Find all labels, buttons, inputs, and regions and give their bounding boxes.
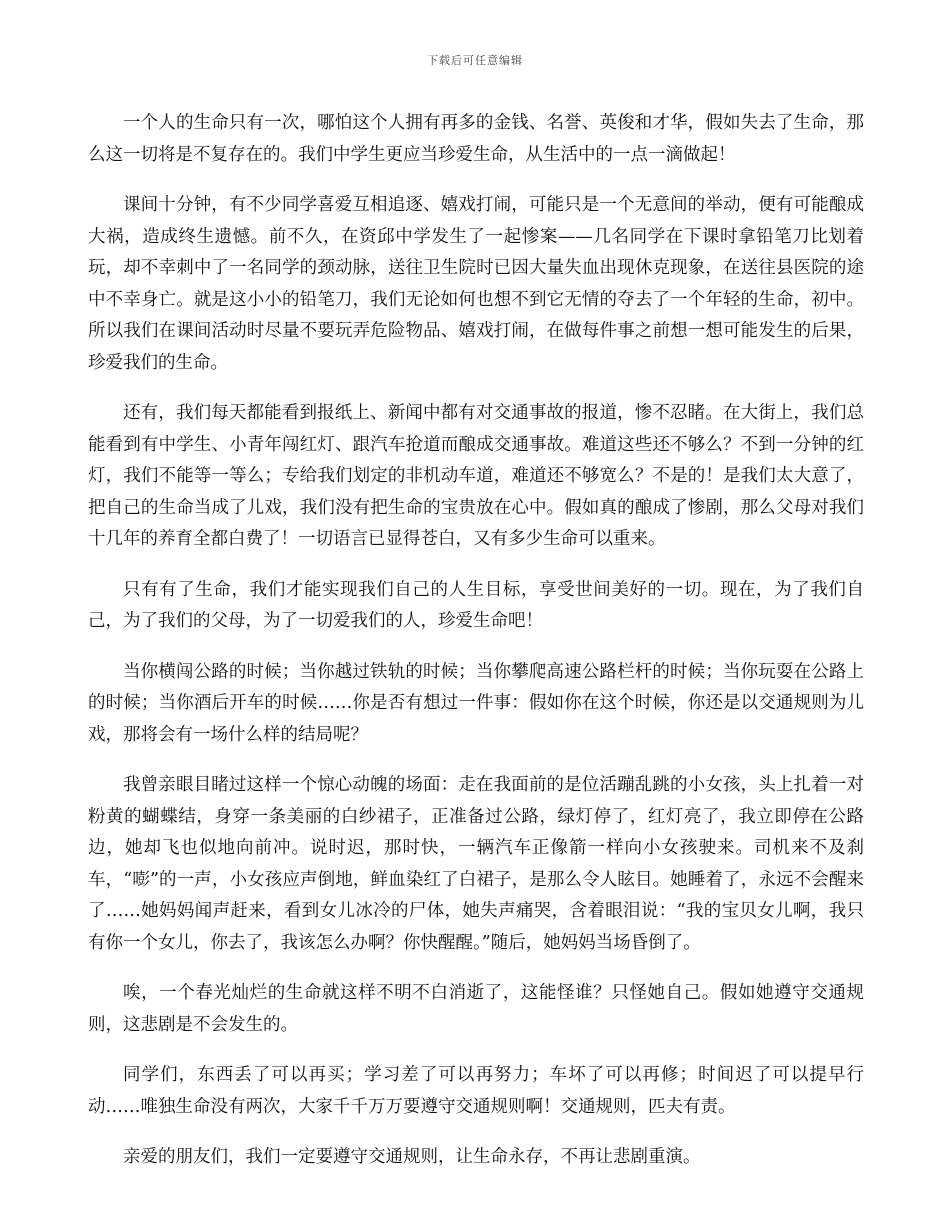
paragraph-3: 还有，我们每天都能看到报纸上、新闻中都有对交通事故的报道，惨不忍睹。在大街上，我们总能看到有中学生、小青年闯红灯、跟汽车抢道而酿成交通事故。难道这些还不够么？不到一分钟的红灯，我们不能等一等么；专给我们划定的非机动车道，难道还不够宽么？不是的！是我们太大意了，把自己的生命当成了儿戏，我们没有把生命的宝贵放在心中。假如真的酿成了惨剧，那么父母对我们十几年的养育全都白费了！一切语言已显得苍白，又有多少生命可以重来。 [88, 403, 864, 549]
paragraph-2: 课间十分钟，有不少同学喜爱互相追逐、嬉戏打闹，可能只是一个无意间的举动，便有可能酿成大祸，造成终生遗憾。前不久，在资邱中学发生了一起惨案——几名同学在下课时拿铅笔刀比划着玩，却不幸刺中了一名同学的颈动脉，送往卫生院时已因大量失血出现休克现象，在送往县医院的途中不幸身亡。就是这小小的铅笔刀，我们无论如何也想不到它无情的夺去了一个年轻的生命，初中。所以我们在课间活动时尽量不要玩弄危险物品、嬉戏打闹，在做每件事之前想一想可能发生的后果，珍爱我们的生命。 [88, 195, 864, 373]
paragraph-4: 只有有了生命，我们才能实现我们自己的人生目标，享受世间美好的一切。现在，为了我们自己，为了我们的父母，为了一切爱我们的人，珍爱生命吧！ [88, 579, 864, 631]
page-header: 下载后可任意编辑 [427, 54, 523, 67]
paragraph-7: 唉，一个春光灿烂的生命就这样不明不白消逝了，这能怪谁？只怪她自己。假如她遵守交通规则，这悲剧是不会发生的。 [88, 983, 864, 1035]
document-body [88, 108, 864, 1193]
paragraph-6: 我曾亲眼目睹过这样一个惊心动魄的场面：走在我面前的是位活蹦乱跳的小女孩，头上扎着一对粉黄的蝴蝶结，身穿一条美丽的白纱裙子，正准备过公路，绿灯停了，红灯亮了，我立即停在公路边，她却飞也似地向前冲。说时迟，那时快，一辆汽车正像箭一样向小女孩驶来。司机来不及刹车，“嘭”的一声，小女孩应声倒地，鲜血染红了白裙子，是那么令人眩目。她睡着了，永远不会醒来了……她妈妈闻声赶来，看到女儿冰冷的尸体，她失声痛哭，含着眼泪说：“我的宝贝女儿啊，我只有你一个女儿，你去了，我该怎么办啊？你快醒醒。”随后，她妈妈当场昏倒了。 [88, 775, 864, 953]
paragraph-8: 同学们，东西丢了可以再买；学习差了可以再努力；车坏了可以再修；时间迟了可以提早行动……唯独生命没有两次，大家千千万万要遵守交通规则啊！交通规则，匹夫有责。 [88, 1065, 864, 1117]
paragraph-9: 亲爱的朋友们，我们一定要遵守交通规则，让生命永存，不再让悲剧重演。 [123, 1147, 701, 1167]
paragraph-1: 一个人的生命只有一次，哪怕这个人拥有再多的金钱、名誉、英俊和才华，假如失去了生命，那么这一切将是不复存在的。我们中学生更应当珍爱生命，从生活中的一点一滴做起！ [88, 113, 864, 165]
paragraph-5: 当你横闯公路的时候；当你越过铁轨的时候；当你攀爬高速公路栏杆的时候；当你玩耍在公路上的时候；当你酒后开车的时候……你是否有想过一件事：假如你在这个时候，你还是以交通规则为儿戏，那将会有一场什么样的结局呢？ [88, 661, 864, 745]
